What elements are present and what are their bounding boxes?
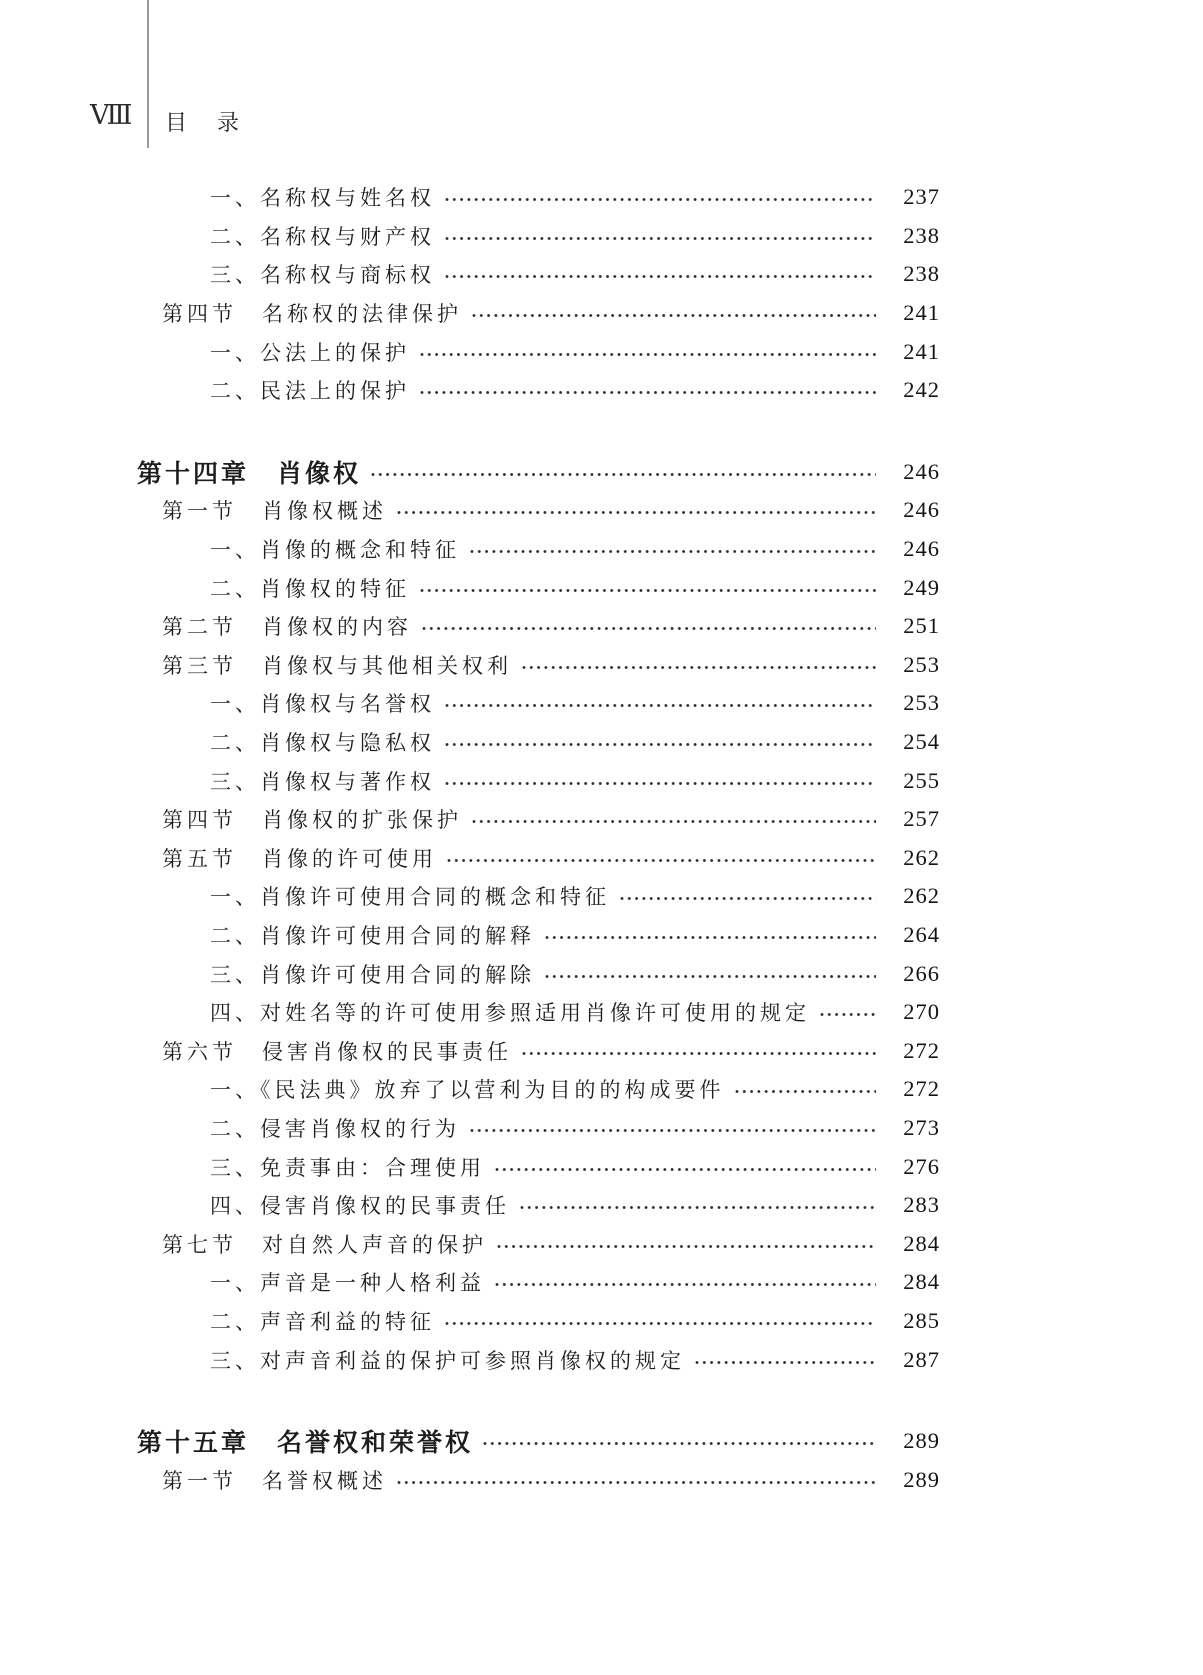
toc-entry-page: 289 [903,1428,940,1454]
toc-entry [137,646,940,685]
toc-entry-label: 第十五章 名誉权和荣誉权 [137,1429,474,1458]
dot-leader-icon [470,549,876,554]
dot-leader-icon [397,510,876,515]
toc-entry-label: 第十四章 肖像权 [137,459,362,488]
toc-entry [137,800,940,839]
toc-entry-page: 264 [903,921,940,947]
toc-entry-page: 287 [903,1346,940,1372]
toc-entry [137,217,940,256]
toc-entry-label: 二、肖像许可使用合同的解释 [210,923,535,948]
toc-entry [137,993,940,1032]
toc-entry-page: 272 [903,1076,940,1102]
toc-entry [137,1263,940,1302]
dot-leader-icon [472,819,876,824]
toc-entry [137,761,940,800]
toc-entry [137,1109,940,1148]
toc-entry-label: 二、声音利益的特征 [210,1309,435,1334]
dot-leader-icon [472,313,876,318]
toc-entry-label: 一、肖像的概念和特征 [210,538,460,563]
toc-entry-page: 284 [903,1269,940,1295]
toc-entry-page: 289 [903,1466,940,1492]
dot-leader-icon [735,1089,877,1094]
toc-entry-page: 246 [903,497,940,523]
toc-entry-page: 262 [903,844,940,870]
header-vertical-rule [147,0,149,148]
toc-entry [137,1224,940,1263]
toc-entry [137,371,940,410]
toc-entry-page: 253 [903,651,940,677]
toc-entry [137,491,940,530]
toc-entry-label: 第六节 侵害肖像权的民事责任 [162,1039,512,1064]
toc-entry-page: 283 [903,1192,940,1218]
toc-entry-page: 272 [903,1037,940,1063]
toc-entry [137,954,940,993]
toc-entry [137,1031,940,1070]
toc-entry-page: 255 [903,767,940,793]
toc-entry-page: 249 [903,574,940,600]
toc-entry-label: 三、名称权与商标权 [210,263,435,288]
toc-entry [137,255,940,294]
toc-entry-label: 一、肖像许可使用合同的概念和特征 [210,885,610,910]
toc-entry-label: 二、民法上的保护 [210,379,410,404]
toc-entry-label: 第五节 肖像的许可使用 [162,846,437,871]
toc-entry-page: 241 [903,300,940,326]
toc-entry-label: 三、对声音利益的保护可参照肖像权的规定 [210,1348,685,1373]
toc-entry-label: 第一节 肖像权概述 [162,499,387,524]
toc-entry-label: 三、肖像权与著作权 [210,769,435,794]
toc-entry-page: 273 [903,1114,940,1140]
toc-entry [137,1186,940,1225]
toc-entry-page: 241 [903,338,940,364]
dot-leader-icon [397,1480,876,1485]
toc-entry [137,916,940,955]
toc-entry [137,723,940,762]
dot-leader-icon [495,1282,876,1287]
toc-entry-page: 266 [903,960,940,986]
toc-entry-page: 253 [903,690,940,716]
toc-entry-label: 一、《民法典》放弃了以营利为目的的构成要件 [210,1078,725,1103]
dot-leader-icon [420,390,876,395]
dot-leader-icon [495,1167,876,1172]
toc-entry-label: 一、声音是一种人格利益 [210,1271,485,1296]
toc-entry-page: 285 [903,1307,940,1333]
dot-leader-icon [695,1360,876,1365]
running-head [0,0,1203,150]
dot-leader-icon [447,858,876,863]
dot-leader-icon [497,1244,876,1249]
toc-entry [137,530,940,569]
toc-entry-page: 237 [903,184,940,210]
toc-entry [137,839,940,878]
toc-entry-page: 262 [903,883,940,909]
dot-leader-icon [445,1321,876,1326]
toc-entry-label: 第四节 肖像权的扩张保护 [162,808,462,833]
dot-leader-icon [445,274,876,279]
toc-list [137,178,940,1499]
toc-entry-label: 三、肖像许可使用合同的解除 [210,962,535,987]
toc-entry-label: 四、对姓名等的许可使用参照适用肖像许可使用的规定 [210,1001,810,1026]
dot-leader-icon [445,236,876,241]
header-title: 目 录 [165,110,244,135]
toc-entry-page: 270 [903,999,940,1025]
toc-entry [137,453,940,492]
toc-entry-label: 一、肖像权与名誉权 [210,692,435,717]
toc-entry [137,178,940,217]
toc-entry [137,332,940,371]
toc-entry-page: 246 [903,458,940,484]
toc-entry-label: 一、公法上的保护 [210,340,410,365]
toc-entry-page: 257 [903,806,940,832]
toc-entry [137,1147,940,1186]
dot-leader-icon [445,703,876,708]
toc-entry-page: 284 [903,1230,940,1256]
dot-leader-icon [445,197,876,202]
toc-entry-label: 第一节 名誉权概述 [162,1468,387,1493]
toc-entry [137,1422,940,1461]
toc-entry-label: 第三节 肖像权与其他相关权利 [162,653,512,678]
toc-entry [137,877,940,916]
dot-leader-icon [483,1441,876,1446]
toc-entry [137,1340,940,1379]
toc-entry [137,294,940,333]
dot-leader-icon [445,781,876,786]
toc-entry-page: 246 [903,536,940,562]
toc-entry-page: 238 [903,222,940,248]
folio-page-number: Ⅷ [90,100,134,130]
toc-entry-label: 四、侵害肖像权的民事责任 [210,1194,510,1219]
toc-entry [137,1070,940,1109]
toc-entry-page: 238 [903,261,940,287]
dot-leader-icon [545,935,876,940]
toc-entry-label: 第七节 对自然人声音的保护 [162,1232,487,1257]
dot-leader-icon [371,472,876,477]
toc-entry [137,684,940,723]
dot-leader-icon [420,352,876,357]
toc-entry [137,568,940,607]
toc-entry-label: 二、侵害肖像权的行为 [210,1116,460,1141]
toc-entry-label: 二、名称权与财产权 [210,224,435,249]
dot-leader-icon [420,588,876,593]
dot-leader-icon [422,626,876,631]
toc-entry-page: 242 [903,377,940,403]
toc-entry-label: 第二节 肖像权的内容 [162,615,412,640]
toc-entry-page: 276 [903,1153,940,1179]
toc-entry-label: 二、肖像权与隐私权 [210,731,435,756]
toc-entry [137,1302,940,1341]
dot-leader-icon [522,1051,876,1056]
dot-leader-icon [520,1205,876,1210]
toc-entry-label: 二、肖像权的特征 [210,576,410,601]
toc-entry [137,1460,940,1499]
dot-leader-icon [620,896,876,901]
toc-entry [137,607,940,646]
toc-entry-label: 一、名称权与姓名权 [210,186,435,211]
toc-entry-page: 251 [903,613,940,639]
toc-entry-page: 254 [903,729,940,755]
dot-leader-icon [522,665,876,670]
toc-entry-label: 第四节 名称权的法律保护 [162,302,462,327]
toc-entry-label: 三、免责事由：合理使用 [210,1155,485,1180]
dot-leader-icon [445,742,876,747]
dot-leader-icon [820,1012,876,1017]
dot-leader-icon [470,1128,876,1133]
dot-leader-icon [545,974,876,979]
